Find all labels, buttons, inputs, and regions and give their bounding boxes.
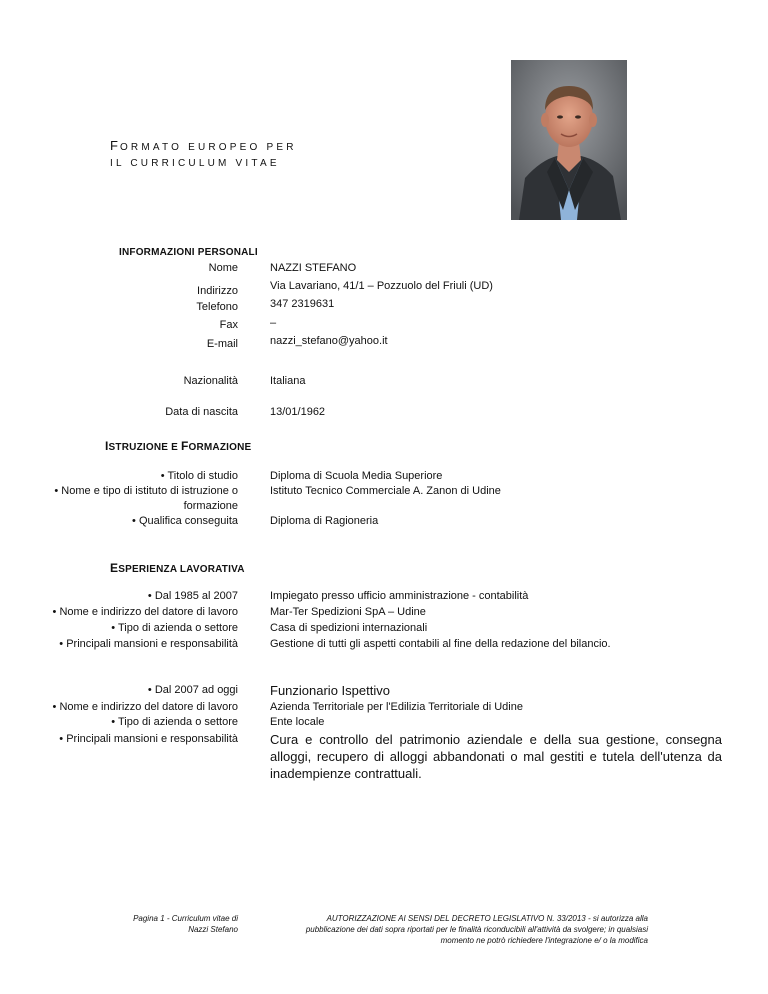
value-job1-duties: Gestione di tutti gli aspetti contabili al fine della redazione del bilancio. [270, 638, 611, 650]
label-job2-period: • Dal 2007 ad oggi [147, 684, 238, 696]
label-job1-sector: • Tipo di azienda o settore [111, 622, 238, 634]
value-job2-duties: Cura e controllo del patrimonio aziendale e della sua gestione, consegna alloggi, recupero di alloggi abbandonati o mal gestiti e tutela dell'utenza da inadempienze contrattuali. [270, 732, 722, 781]
value-data-nascita: 13/01/1962 [270, 406, 326, 418]
value-email: nazzi_stefano@yahoo.it [270, 335, 388, 347]
value-job1-sector: Casa di spedizioni internazionali [270, 622, 428, 634]
value-istituto: Istituto Tecnico Commerciale A. Zanon di Udine [270, 485, 501, 497]
section-title-personal: INFORMAZIONI PERSONALI [119, 247, 258, 258]
value-job2-period: Funzionario Ispettivo [270, 683, 390, 698]
value-indirizzo: Via Lavariano, 41/1 – Pozzuolo del Friuli (UD) [270, 280, 493, 292]
footer-auth-line3: momento ne potrò richiedere l'integrazione e/ o la modifica [440, 936, 648, 945]
value-telefono: 347 2319631 [270, 298, 335, 310]
label-fax: Fax [219, 319, 238, 331]
label-data-nascita: Data di nascita [165, 406, 238, 418]
value-nome: NAZZI STEFANO [270, 262, 357, 274]
label-job1-period: • Dal 1985 al 2007 [147, 590, 238, 602]
label-formazione: formazione [183, 500, 238, 512]
footer-auth-line1: AUTORIZZAZIONE AI SENSI DEL DECRETO LEGISLATIVO N. 33/2013 - si autorizza alla [326, 914, 648, 923]
footer-page-line1: Pagina 1 - Curriculum vitae di [133, 914, 238, 923]
label-job2-duties: • Principali mansioni e responsabilità [59, 733, 238, 745]
portrait-image [511, 60, 627, 220]
value-job1-employer: Mar-Ter Spedizioni SpA – Udine [270, 606, 426, 618]
cv-title-line1: FORMATO EUROPEO PER [110, 138, 297, 153]
label-titolo-studio: • Titolo di studio [160, 470, 238, 482]
footer-auth-line2: pubblicazione dei dati sopra riportati per le finalità riconducibili all'attività da svolgere; in qualsiasi [305, 925, 648, 934]
value-job1-period: Impiegato presso ufficio amministrazione - contabilità [270, 590, 529, 602]
label-indirizzo: Indirizzo [197, 285, 238, 297]
value-job2-sector: Ente locale [270, 716, 325, 728]
value-nazionalita: Italiana [270, 375, 306, 387]
value-job2-employer: Azienda Territoriale per l'Edilizia Territoriale di Udine [270, 701, 523, 713]
label-telefono: Telefono [196, 301, 238, 313]
value-titolo-studio: Diploma di Scuola Media Superiore [270, 470, 443, 482]
label-email: E-mail [206, 338, 238, 350]
cv-title-line2: IL CURRICULUM VITAE [110, 158, 280, 169]
label-job1-duties: • Principali mansioni e responsabilità [59, 638, 238, 650]
footer-page-info [133, 913, 238, 935]
label-nome: Nome [208, 262, 238, 274]
profile-photo [511, 60, 627, 220]
footer-page-line2: Nazzi Stefano [188, 925, 238, 934]
label-job2-sector: • Tipo di azienda o settore [111, 716, 238, 728]
section-title-experience: ESPERIENZA LAVORATIVA [110, 561, 245, 575]
label-nazionalita: Nazionalità [183, 375, 238, 387]
label-qualifica: • Qualifica conseguita [132, 515, 238, 527]
value-fax: – [270, 317, 277, 329]
footer-authorization [268, 913, 648, 946]
label-job2-employer: • Nome e indirizzo del datore di lavoro [52, 701, 238, 713]
section-title-education: ISTRUZIONE E FORMAZIONE [105, 439, 252, 453]
label-istituto: • Nome e tipo di istituto di istruzione o [54, 485, 238, 497]
label-job1-employer: • Nome e indirizzo del datore di lavoro [52, 606, 238, 618]
value-qualifica: Diploma di Ragioneria [270, 515, 379, 527]
